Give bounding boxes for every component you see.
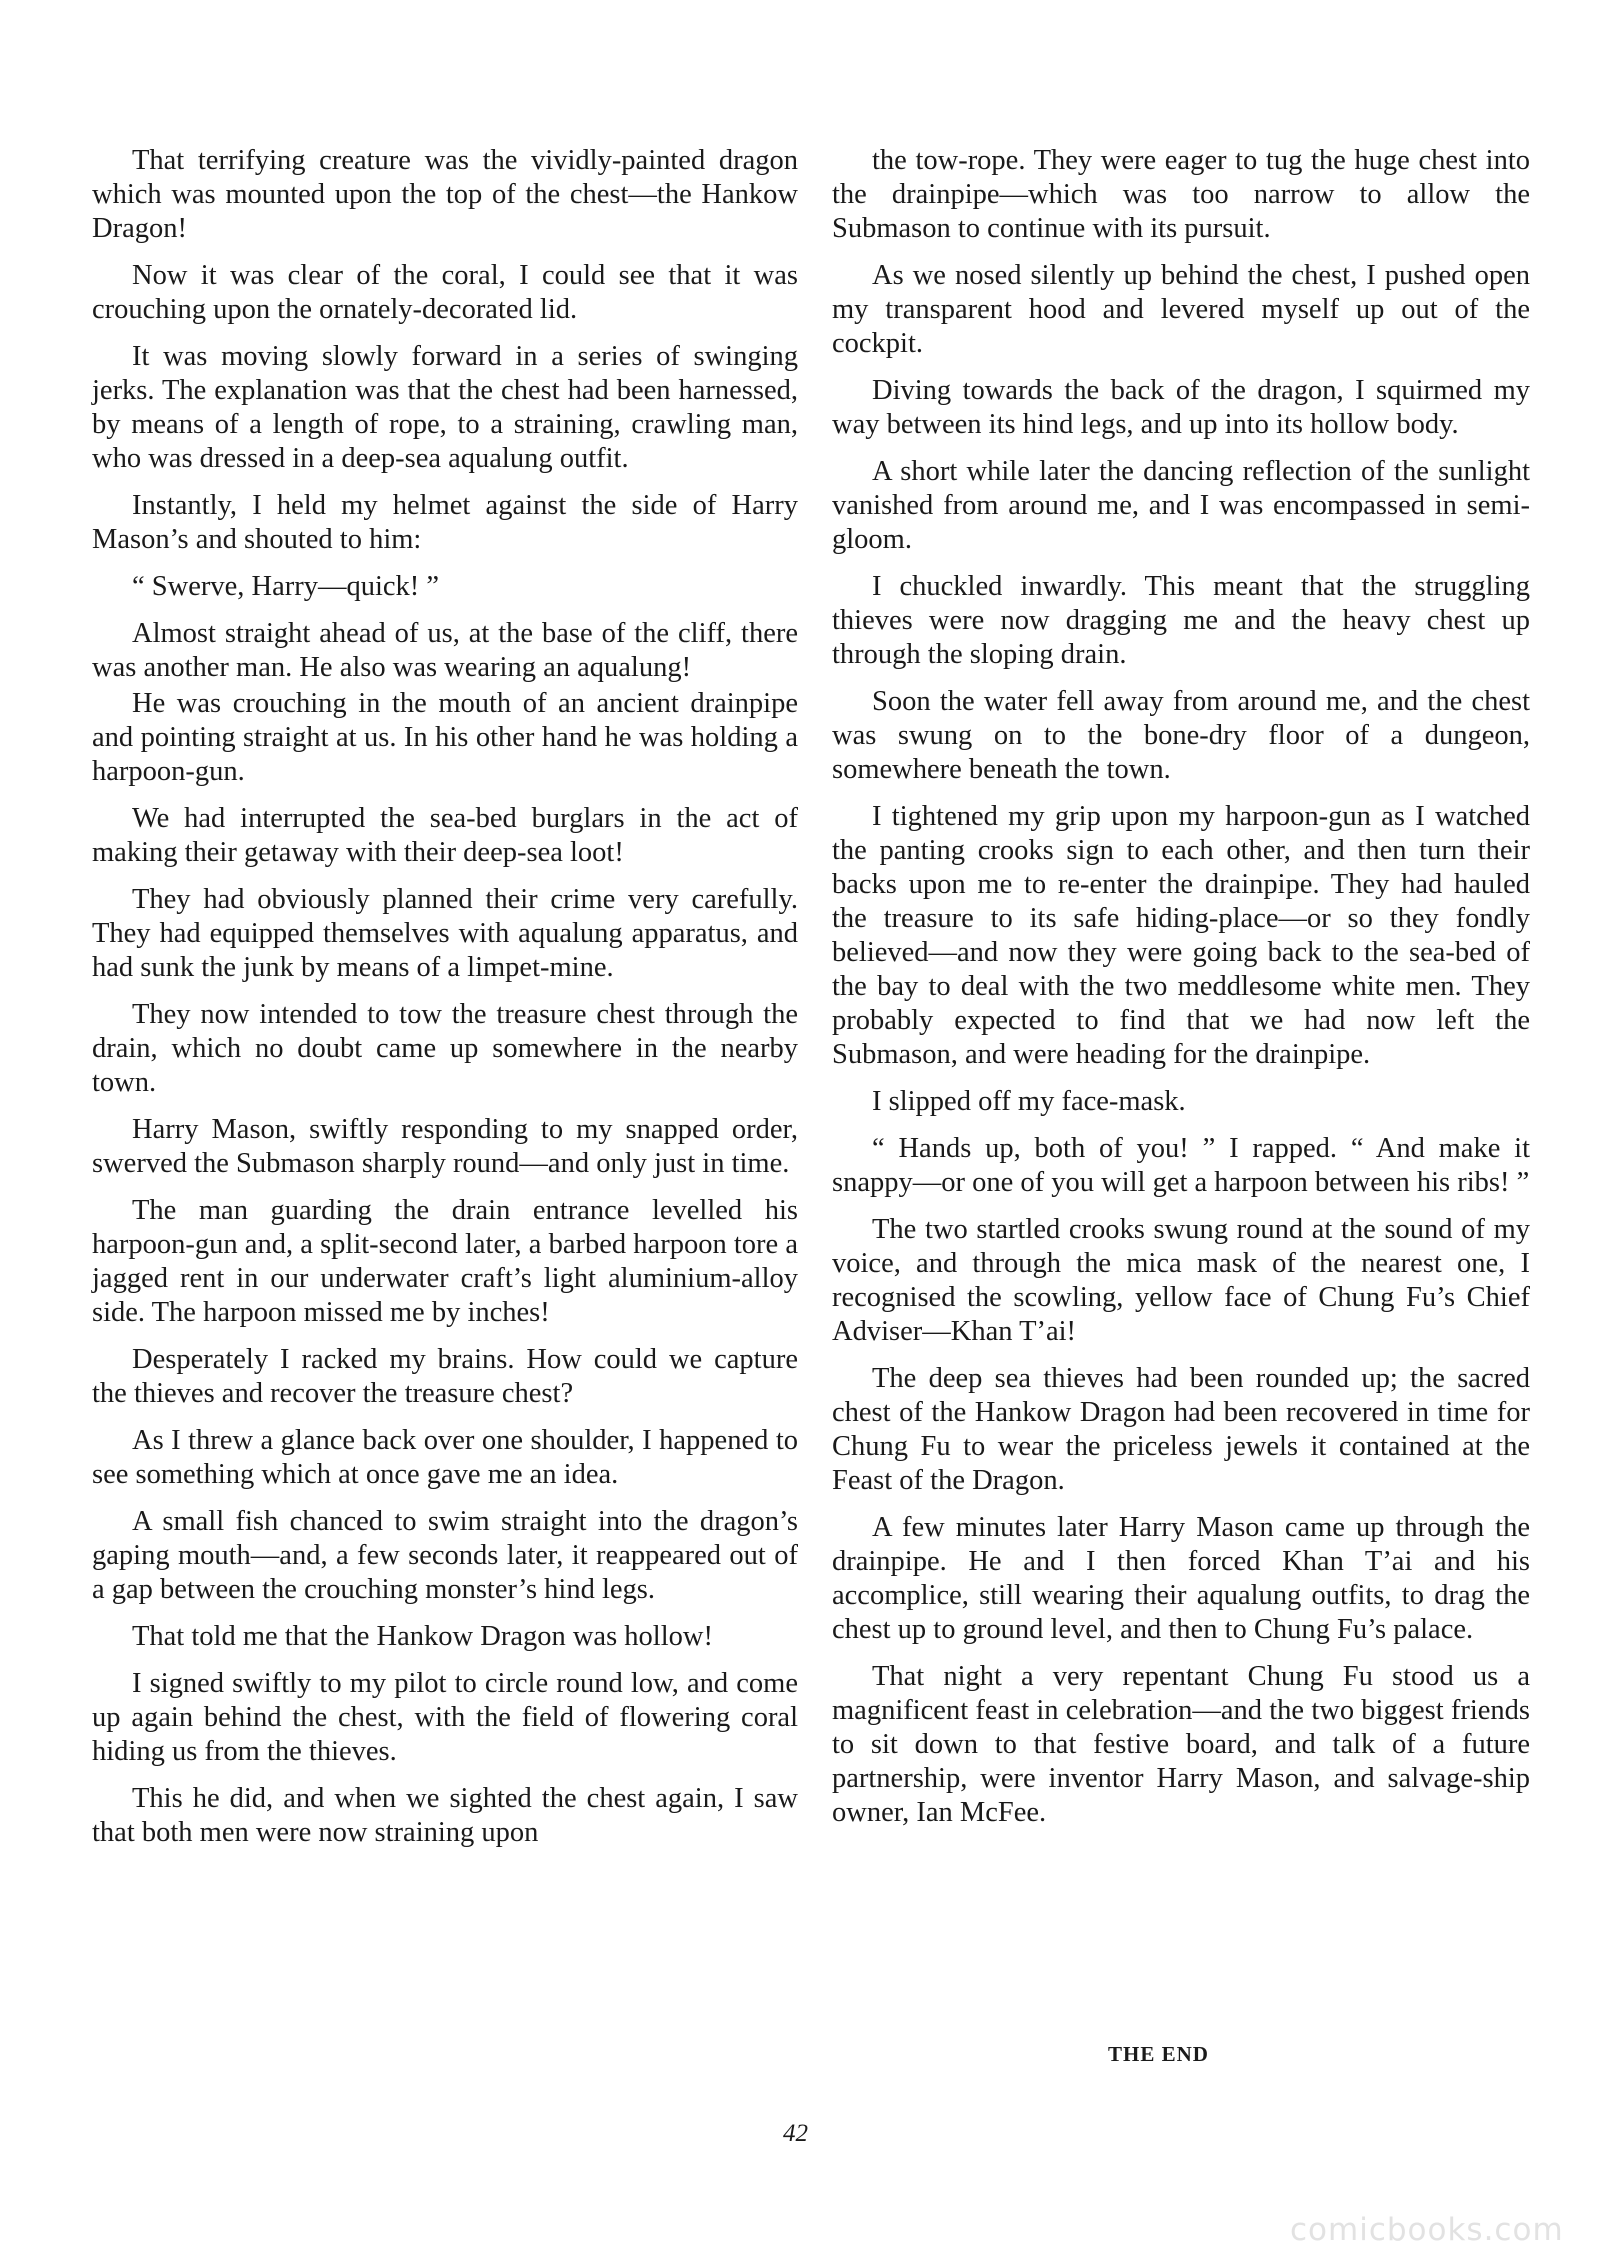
- left-text-column: [92, 144, 798, 1863]
- paragraph: I signed swiftly to my pilot to circle round low, and come up again behind the chest, with the field of flowering coral hiding us from the thieves.: [92, 1668, 798, 1767]
- page-number: 42: [783, 2120, 808, 2147]
- paragraph: This he did, and when we sighted the chest again, I saw that both men were now straining upon: [92, 1783, 798, 1848]
- paragraph: He was crouching in the mouth of an ancient drainpipe and pointing straight at us. In his other hand he was holding a harpoon-gun.: [92, 688, 798, 787]
- paragraph: Now it was clear of the coral, I could see that it was crouching upon the ornately-decorated lid.: [92, 260, 798, 325]
- paragraph: Desperately I racked my brains. How could we capture the thieves and recover the treasure chest?: [92, 1344, 798, 1409]
- paragraph: They had obviously planned their crime very carefully. They had equipped themselves with aqualung apparatus, and had sunk the junk by means of a limpet-mine.: [92, 884, 798, 983]
- paragraph: It was moving slowly forward in a series of swinging jerks. The explanation was that the chest had been harnessed, by means of a length of rope, to a straining, crawling man, who was dressed in a deep-sea aqualung outfit.: [92, 341, 798, 474]
- paragraph: The deep sea thieves had been rounded up; the sacred chest of the Hankow Dragon had been recovered in time for Chung Fu to wear the priceless jewels it contained at the Feast of the Dragon.: [832, 1363, 1530, 1496]
- right-text-column: [832, 144, 1530, 1843]
- paragraph: Harry Mason, swiftly responding to my snapped order, swerved the Submason sharply round—and only just in time.: [92, 1114, 798, 1179]
- paragraph: We had interrupted the sea-bed burglars in the act of making their getaway with their deep-sea loot!: [92, 803, 798, 868]
- paragraph: As we nosed silently up behind the chest, I pushed open my transparent hood and levered myself up out of the cockpit.: [832, 260, 1530, 359]
- paragraph: Soon the water fell away from around me, and the chest was swung on to the bone-dry floor of a dungeon, somewhere beneath the town.: [832, 686, 1530, 785]
- paragraph: the tow-rope. They were eager to tug the huge chest into the drainpipe—which was too narrow to allow the Submason to continue with its pursuit.: [832, 145, 1530, 244]
- watermark-text: comicbooks.com: [1290, 2212, 1564, 2248]
- paragraph: That night a very repentant Chung Fu stood us a magnificent feast in celebration—and the two biggest friends to sit down to that festive board, and talk of a future partnership, were inventor Harry Mason, and salvage-ship owner, Ian McFee.: [832, 1661, 1530, 1828]
- the-end-label: THE END: [1108, 2042, 1209, 2066]
- paragraph: A few minutes later Harry Mason came up through the drainpipe. He and I then forced Khan T’ai and his accomplice, still wearing their aqualung outfits, to drag the chest up to ground level, and then to Chung Fu’s palace.: [832, 1512, 1530, 1645]
- paragraph: They now intended to tow the treasure chest through the drain, which no doubt came up somewhere in the nearby town.: [92, 999, 798, 1098]
- paragraph: A small fish chanced to swim straight into the dragon’s gaping mouth—and, a few seconds later, it reappeared out of a gap between the crouching monster’s hind legs.: [92, 1506, 798, 1605]
- paragraph: As I threw a glance back over one shoulder, I happened to see something which at once gave me an idea.: [92, 1425, 798, 1490]
- paragraph: The two startled crooks swung round at the sound of my voice, and through the mica mask of the nearest one, I recognised the scowling, yellow face of Chung Fu’s Chief Adviser—Khan T’ai!: [832, 1214, 1530, 1347]
- paragraph: That terrifying creature was the vividly-painted dragon which was mounted upon the top of the chest—the Hankow Dragon!: [92, 145, 798, 244]
- paragraph: I slipped off my face-mask.: [872, 1086, 1186, 1117]
- paragraph: I tightened my grip upon my harpoon-gun as I watched the panting crooks sign to each other, and then turn their backs upon me to re-enter the drainpipe. They had hauled the treasure to its safe hiding-place—or so they fondly believed—and now they were going back to the sea-bed of the bay to deal with the two meddlesome white men. They probably expected to find that we had now left the Submason, and were heading for the drainpipe.: [832, 801, 1530, 1070]
- paragraph: The man guarding the drain entrance levelled his harpoon-gun and, a split-second later, a barbed harpoon tore a jagged rent in our underwater craft’s light aluminium-alloy side. The harpoon missed me by inches!: [92, 1195, 798, 1328]
- paragraph: A short while later the dancing reflection of the sunlight vanished from around me, and I was encompassed in semi-gloom.: [832, 456, 1530, 555]
- paragraph: Almost straight ahead of us, at the base of the cliff, there was another man. He also was wearing an aqualung!: [92, 618, 798, 683]
- paragraph: “ Swerve, Harry—quick! ”: [132, 571, 440, 602]
- paragraph: “ Hands up, both of you! ” I rapped. “ And make it snappy—or one of you will get a harpoon between his ribs! ”: [832, 1133, 1530, 1198]
- paragraph: Diving towards the back of the dragon, I squirmed my way between its hind legs, and up into its hollow body.: [832, 375, 1530, 440]
- paragraph: Instantly, I held my helmet against the side of Harry Mason’s and shouted to him:: [92, 490, 798, 555]
- paragraph: I chuckled inwardly. This meant that the struggling thieves were now dragging me and the heavy chest up through the sloping drain.: [832, 571, 1530, 670]
- paragraph: That told me that the Hankow Dragon was hollow!: [132, 1621, 713, 1652]
